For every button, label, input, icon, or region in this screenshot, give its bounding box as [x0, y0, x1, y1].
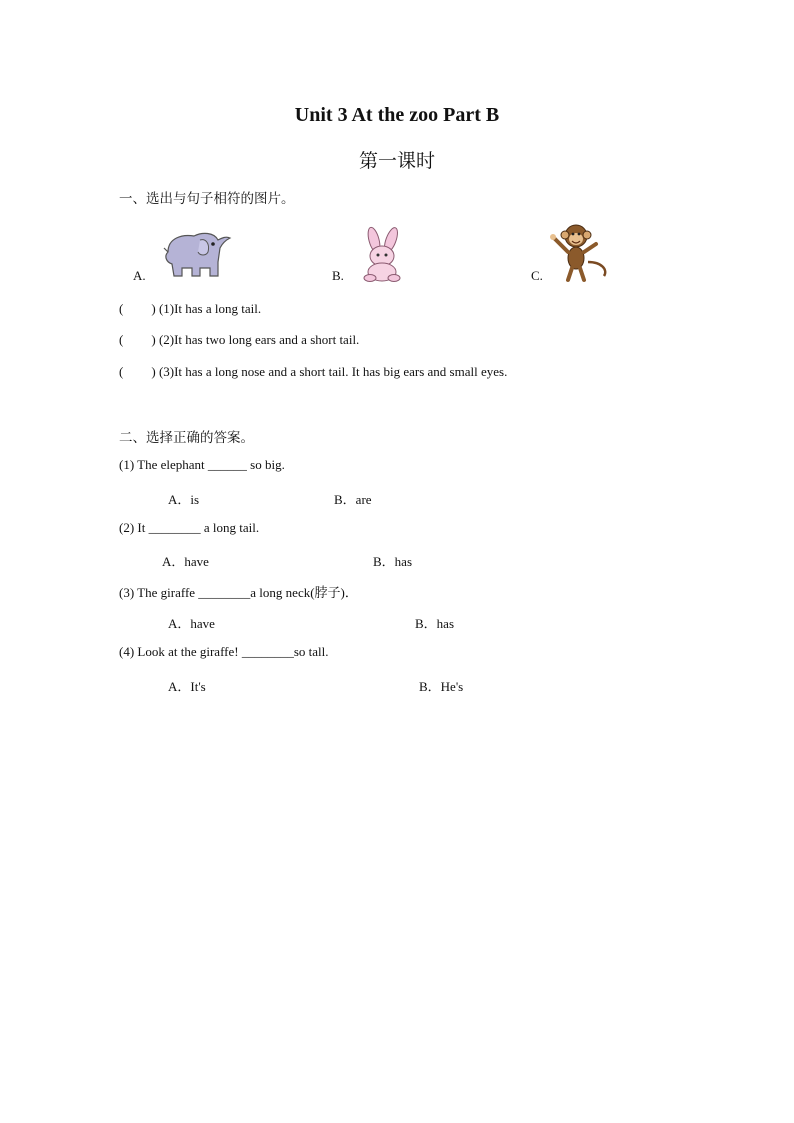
question-text: (1)It has a long tail.	[158, 301, 262, 316]
elephant-icon	[160, 228, 232, 282]
s2-q3-option-b[interactable]: B．has	[415, 616, 455, 631]
answer-paren-open[interactable]: (	[119, 332, 124, 347]
question-text: (2)It has two long ears and a short tail.	[158, 332, 360, 347]
s2-question-4: (4) Look at the giraffe! ________so tall.	[119, 644, 329, 659]
s2-q2-option-a[interactable]: A．have	[162, 554, 209, 569]
question-text: (3)It has a long nose and a short tail. It has big ears and small eyes.	[158, 364, 508, 379]
lesson-subtitle: 第一课时	[358, 150, 435, 172]
s2-question-3: (3) The giraffe ________a long neck(脖子)．	[119, 585, 358, 600]
answer-paren-open[interactable]: (	[119, 364, 124, 379]
section1-heading: 一、选出与句子相符的图片。	[119, 191, 295, 207]
answer-paren-close: )	[151, 332, 156, 347]
picture-label-c: C.	[531, 268, 543, 283]
s2-q3-option-a[interactable]: A．have	[168, 616, 215, 631]
picture-label-b: B.	[332, 268, 344, 283]
page-title: Unit 3 At the zoo Part B	[294, 104, 500, 126]
s1-question-1	[119, 301, 261, 317]
s2-question-1: (1) The elephant ______ so big.	[119, 457, 285, 472]
s2-question-2: (2) It ________ a long tail.	[119, 520, 260, 535]
answer-paren-close: )	[151, 301, 156, 316]
picture-label-a: A.	[133, 268, 146, 283]
s2-q4-option-a[interactable]: A．It's	[168, 679, 206, 694]
section2-heading: 二、选择正确的答案。	[119, 430, 254, 446]
s1-question-2	[119, 332, 359, 348]
answer-paren-open[interactable]: (	[119, 301, 124, 316]
answer-paren-close: )	[151, 364, 156, 379]
s1-question-3	[119, 364, 507, 380]
s2-q2-option-b[interactable]: B．has	[373, 554, 413, 569]
s2-q1-option-a[interactable]: A．is	[168, 492, 200, 507]
s2-q4-option-b[interactable]: B．He's	[419, 679, 464, 694]
rabbit-icon	[358, 226, 408, 282]
monkey-icon	[548, 218, 610, 282]
s2-q1-option-b[interactable]: B．are	[334, 492, 372, 507]
